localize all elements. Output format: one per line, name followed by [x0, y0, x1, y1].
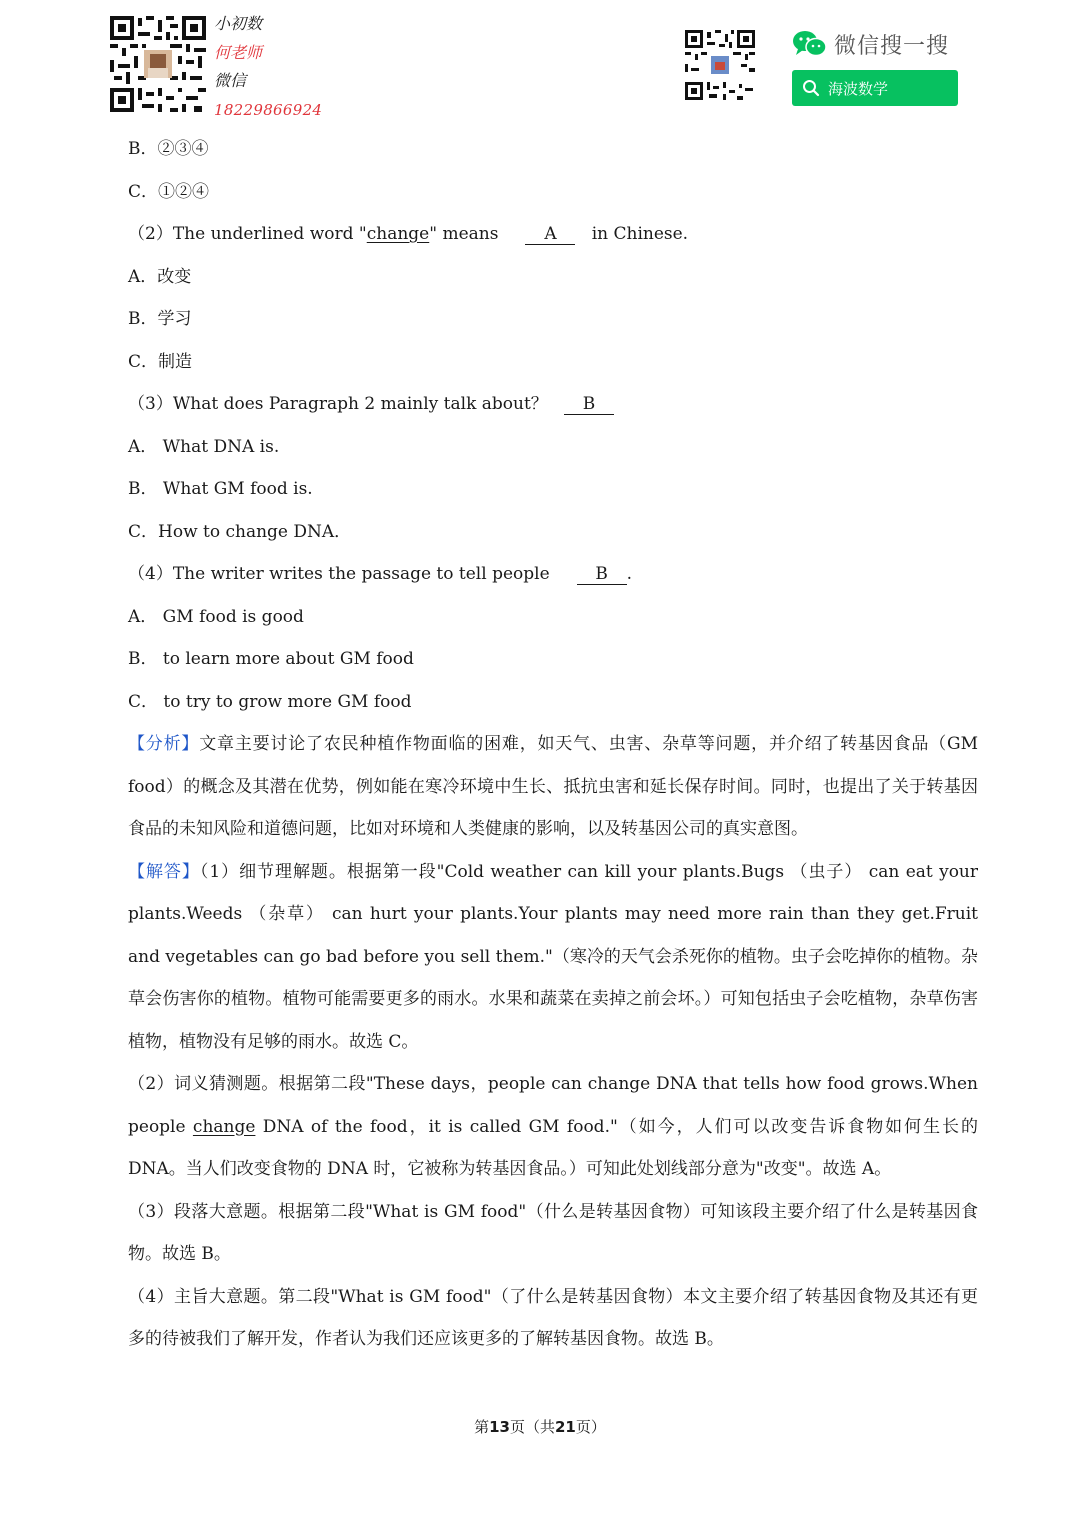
q2-prefix: （2）The underlined word " [128, 224, 367, 244]
q1-option-b: B．②③④ [128, 139, 209, 159]
footer-mid: 页（共 [509, 1418, 555, 1436]
qr-code-icon [110, 16, 206, 112]
q4-answer-blank: B [577, 564, 627, 585]
solution-paragraph-3: （3）段落大意题。根据第二段"What is GM food"（什么是转基因食物）可知该段主要介绍了什么是转基因食物。故选 B。 [128, 1201, 978, 1264]
q3-option-a: A． What DNA is. [128, 436, 280, 457]
handwritten-line-2: 何老师 [214, 42, 263, 62]
q3-option-c: C．How to change DNA． [128, 521, 352, 542]
search-button[interactable] [792, 70, 958, 106]
q2-suffix: " means [429, 224, 499, 244]
page-header [0, 0, 1080, 130]
q3-option-b: B． What GM food is. [128, 479, 313, 499]
solution-paragraph-2 [128, 1063, 978, 1191]
q3-text: （3）What does Paragraph 2 mainly talk about？ [128, 394, 548, 414]
solution-text-2b: DNA of the food，it is called GM food."（如今，人们可以改变告诉食物如何生长的 DNA。当人们改变食物的 DNA 时，它被称为转基因食品。）可知此处划线部分意为"改变"。故选 A。 [128, 1116, 978, 1179]
q4-text: （4）The writer writes the passage to tell people [128, 564, 550, 584]
wechat-search-badge[interactable] [792, 28, 962, 108]
q2-after: in Chinese. [591, 224, 689, 244]
wechat-search-label: 微信搜一搜 [834, 33, 950, 59]
contact-handwriting [214, 10, 334, 124]
search-button-label: 海波数学 [828, 79, 889, 98]
solution-text-2a: （2）词义猜测题。根据第二段"These days，people can change DNA that tells how food grows.When people [128, 1074, 978, 1137]
solution-paragraph-1 [128, 851, 978, 1064]
analysis-text: 文章主要讨论了农民种植作物面临的困难，如天气、虫害、杂草等问题，并介绍了转基因食品（GM food）的概念及其潜在优势，例如能在寒冷环境中生长、抵抗虫害和延长保存时间。同时，也提出了关于转基因食品的未知风险和道德问题，比如对环境和人类健康的影响，以及转基因公司的真实意图。 [128, 734, 978, 839]
qr-code-teacher [110, 16, 206, 112]
handwritten-line-1: 小初数 [214, 14, 263, 33]
solution-text-1: （1）细节理解题。根据第一段"Cold weather can kill your plants.Bugs （虫子） can eat your plants.Weeds （杂草） can hurt your plants.Your plants may need more rain than they get.Fruit and vegetables can go bad before you sell them."（寒冷的天气会杀死你的植物。虫子会吃掉你的植物。杂草会伤害你的植物。植物可能需要更多的雨水。水果和蔬菜在卖掉之前会坏。）可知包括虫子会吃植物，杂草伤害植物，植物没有足够的雨水。故选 C。 [128, 861, 978, 1052]
wechat-logo-icon [792, 29, 828, 59]
solution-tag: 【解答】 [128, 861, 200, 882]
qr-code-wechat [685, 30, 755, 100]
footer-page-number: 13 [489, 1418, 510, 1436]
q3-answer-blank: B [564, 394, 614, 415]
handwritten-phone: 18229866924 [214, 100, 323, 119]
q4-after: . [626, 564, 633, 584]
q4-question [128, 553, 978, 596]
footer-suffix: 页） [575, 1418, 606, 1436]
qr-code-icon [685, 30, 755, 100]
underlined-word: change [366, 224, 430, 244]
analysis-tag: 【分析】 [128, 734, 200, 754]
analysis-paragraph [128, 723, 978, 851]
page-footer [0, 1416, 1080, 1437]
q3-question [128, 383, 978, 426]
q2-option-b: B．学习 [128, 309, 192, 329]
q4-option-b: B． to learn more about GM food [128, 649, 414, 669]
q2-option-c: C．制造 [128, 351, 193, 372]
q2-answer-blank: A [525, 224, 575, 245]
q2-question [128, 213, 978, 256]
q4-option-c: C． to try to grow more GM food [128, 691, 412, 712]
underlined-word: change [192, 1116, 256, 1137]
q2-option-a: A．改变 [128, 266, 192, 287]
footer-total-pages: 21 [555, 1418, 576, 1436]
handwritten-line-3: 微信 [214, 71, 247, 90]
search-icon [802, 79, 820, 97]
solution-paragraph-4: （4）主旨大意题。第二段"What is GM food"（了什么是转基因食物）本文主要介绍了转基因食物及其还有更多的待被我们了解开发，作者认为我们还应该更多的了解转基因食物。故选 B。 [128, 1286, 978, 1349]
footer-prefix: 第 [474, 1418, 490, 1436]
q4-option-a: A． GM food is good [128, 606, 304, 627]
page-content [128, 128, 978, 1361]
q1-option-c: C．①②④ [128, 181, 210, 202]
